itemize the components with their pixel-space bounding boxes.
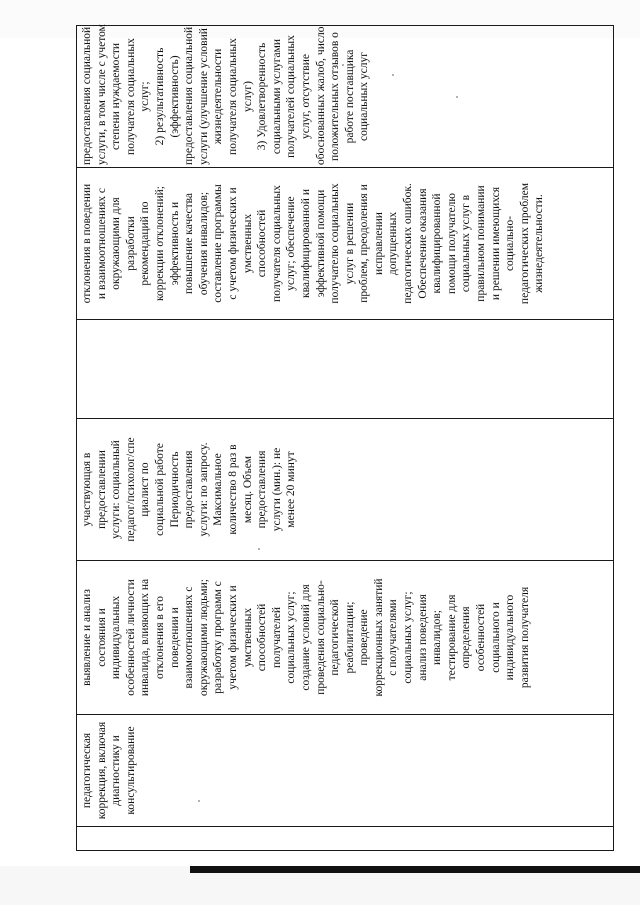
- cell-text-line: предоставления: [256, 450, 269, 529]
- cell-text-line: педагогической: [329, 599, 342, 676]
- cell-text-line: услуги: по запросу.: [197, 442, 210, 537]
- cell-text-line: исправлении: [372, 212, 385, 275]
- cell-text-line: коррекционных занятий: [372, 578, 385, 697]
- cell-text-line: социальных услуг;: [402, 591, 415, 684]
- cell-text-line: количество 8 раз в: [226, 444, 239, 535]
- cell-text-line: диагностику и: [110, 735, 123, 806]
- cell-text-line: реабилитации;: [343, 601, 356, 674]
- cell-text-line: развития получателя: [518, 586, 531, 689]
- cell-text-line: получателей социальных: [285, 35, 298, 158]
- cell-text-line: социальных услуг в: [460, 194, 473, 293]
- cell-text-line: степени нуждаемости: [110, 42, 123, 151]
- cell-text-line: менее 20 минут: [285, 451, 298, 528]
- cell-text-line: услуги: социальный: [110, 440, 123, 539]
- cell-text-line: и решении имеющихся: [489, 186, 502, 301]
- cell-text-line: учетом физических и: [226, 585, 239, 690]
- cell-text-line: индивидуального: [504, 594, 517, 681]
- cell-text-line: педагогических проблем: [518, 182, 531, 305]
- cell-text-line: получателю социальных: [329, 183, 342, 304]
- cell-text-line: выявление и анализ: [81, 589, 93, 686]
- cell-text-line: предоставления социальной: [183, 26, 196, 165]
- cell-text-line: социального и: [489, 602, 502, 673]
- cell-text-line: особенностей личности: [124, 579, 137, 696]
- service-name-cell: [77, 715, 614, 827]
- cell-text-line: разработку программ с: [212, 581, 225, 694]
- cell-text-line: предоставления: [183, 450, 196, 529]
- cell-text-line: услуги (мин.): не: [270, 447, 283, 532]
- cell-text-line: социально-: [504, 215, 517, 272]
- rotated-document-page: [76, 26, 614, 851]
- cell-text-line: разработки: [124, 216, 137, 271]
- cell-text-line: создание условий для: [299, 584, 312, 691]
- cell-text-line: с учетом физических и: [226, 187, 239, 300]
- cell-text-line: получателя социальных: [226, 38, 239, 155]
- cell-text-line: социальных услуг;: [285, 591, 298, 684]
- cell-text-line: умственных: [241, 213, 254, 274]
- cell-text-line: состояния и: [95, 608, 108, 667]
- cell-text-line: педагог/психолог/спе: [124, 437, 137, 542]
- cell-text-line: жизнедеятельности: [212, 48, 225, 145]
- cell-text-line: отклонения в поведении: [81, 183, 93, 304]
- cell-text-line: эффективной помощи: [314, 189, 327, 298]
- cell-text-line: правильном понимании: [475, 185, 488, 302]
- cell-text-line: услуги, в том числе с учетом: [95, 24, 108, 165]
- cell-text-line: повышение качества: [183, 192, 196, 295]
- cell-text-line: педагогических ошибок.: [402, 183, 415, 304]
- cell-text-line: Обеспечение оказания: [416, 188, 429, 299]
- cell-text-line: услуг в решении: [343, 202, 356, 285]
- cell-text-line: Максимальное: [212, 453, 225, 526]
- cell-text-line: проведение: [358, 609, 371, 666]
- cell-text-line: коррекции отклонений;: [153, 186, 166, 301]
- cell-text-line: услуг, отсутствие: [299, 54, 312, 139]
- cell-text-line: эффективность и: [168, 201, 181, 286]
- cell-text-line: предоставления социальной: [81, 26, 93, 165]
- cell-text-line: тестирование для: [445, 594, 458, 681]
- cell-text-line: окружающими людьми;: [197, 579, 210, 696]
- cell-text-line: квалифицированной и: [299, 189, 312, 299]
- cell-text-line: способностей: [256, 209, 269, 278]
- service-description-cell: [77, 561, 614, 715]
- cell-text-line: определения: [460, 606, 473, 669]
- cell-text-line: допущенных: [387, 211, 400, 276]
- cell-text-line: консультирование: [124, 726, 137, 815]
- cell-text-line: педагогическая: [81, 732, 93, 809]
- cell-text-line: инвалида, влияющих на: [139, 578, 152, 697]
- cell-text-line: получателей: [270, 607, 283, 668]
- cell-text-line: способностей: [256, 603, 269, 672]
- cell-text-line: участвующая в: [81, 452, 93, 527]
- empty-cell: [77, 320, 614, 419]
- cell-text-line: положительных отзывов о: [329, 32, 342, 161]
- cell-text-line: поведении и: [168, 607, 181, 668]
- cell-text-line: социальной работе: [153, 443, 166, 536]
- cell-text-line: социальных услуг: [358, 52, 371, 141]
- row-number-cell: [77, 827, 614, 851]
- cell-text-line: отклонения в его: [153, 595, 166, 680]
- cell-text-line: коррекция, включая: [95, 721, 108, 820]
- cell-text-line: квалифицированной: [431, 193, 444, 294]
- cell-text-line: окружающими для: [110, 197, 123, 290]
- cell-text-line: и взаимоотношениях с: [95, 187, 108, 300]
- scan-dark-edge-stripe: [190, 866, 640, 873]
- cell-text-line: обучения инвалидов;: [197, 191, 210, 296]
- cell-text-line: составление программы: [212, 184, 225, 303]
- cell-text-line: умственных: [241, 607, 254, 668]
- cell-text-line: получателя социальных: [270, 185, 283, 302]
- cell-text-line: услуг; обеспечение: [285, 196, 298, 291]
- cell-text-line: 2) результативность: [153, 47, 166, 146]
- cell-text-line: взаимоотношениях с: [183, 586, 196, 689]
- cell-text-line: месяц. Объем: [241, 455, 254, 524]
- cell-text-line: анализ поведения: [416, 594, 429, 681]
- cell-text-line: 3) Удовлетворенность: [256, 42, 269, 151]
- cell-text-line: услуг): [241, 81, 254, 112]
- cell-text-line: жизнедеятельности.: [533, 194, 546, 293]
- service-period-cell: [77, 419, 614, 561]
- cell-text-line: работе поставщика: [343, 49, 356, 144]
- cell-text-line: услуги (улучшение условий: [197, 28, 210, 165]
- cell-text-line: проведения социально-: [314, 580, 327, 695]
- table-row: [77, 26, 614, 851]
- cell-text-line: предоставлении: [95, 450, 108, 529]
- cell-text-line: получателя социальных: [124, 38, 137, 155]
- cell-text-line: особенностей: [475, 603, 488, 672]
- cell-text-line: Периодичность: [168, 451, 181, 528]
- cell-text-line: социальными услугами: [270, 38, 283, 155]
- cell-text-line: (эффективность): [168, 55, 181, 138]
- cell-text-line: инвалидов;: [431, 610, 444, 665]
- service-evaluation-cell: [77, 26, 614, 168]
- cell-text-line: обоснованных жалоб, число: [314, 26, 327, 165]
- cell-text-line: проблем, преодоления и: [358, 184, 371, 303]
- cell-text-line: услуг;: [139, 81, 152, 112]
- cell-text-line: циалист по: [139, 462, 152, 517]
- services-table: [76, 25, 614, 851]
- cell-text-line: с получателями: [387, 599, 400, 676]
- cell-text-line: рекомендаций по: [139, 201, 152, 286]
- cell-text-line: помощи получателю: [445, 193, 458, 294]
- service-conditions-cell: [77, 168, 614, 320]
- cell-text-line: индивидуальных: [110, 595, 123, 680]
